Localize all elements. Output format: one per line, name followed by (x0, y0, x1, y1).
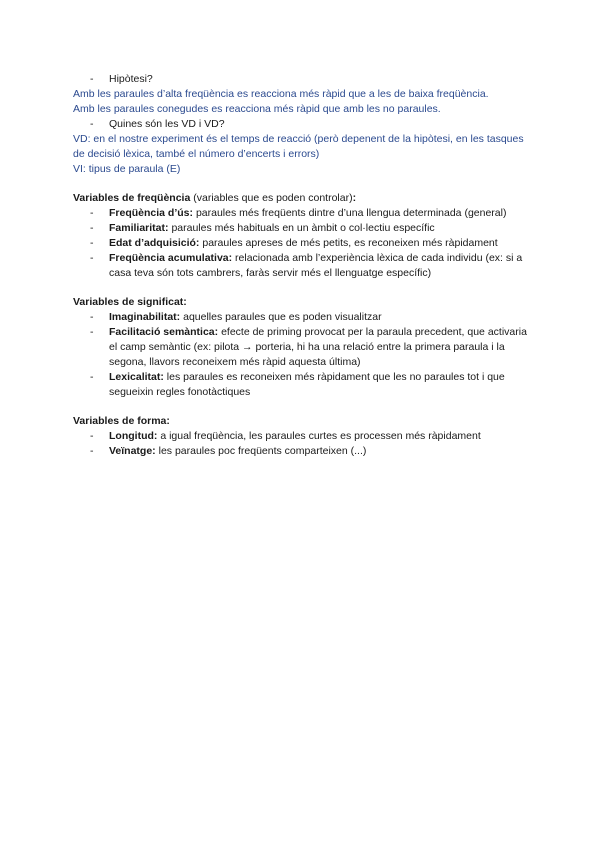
item-text: paraules més freqüents dintre d’una llengua determinada (general) (195, 207, 507, 219)
item-term: Longitud: (109, 430, 158, 442)
heading-subtitle: (variables que es poden controlar) (193, 192, 353, 204)
item-text: paraules més habituals en un àmbit o col·lectiu específic (171, 222, 435, 234)
item-term: Freqüència acumulativa: (109, 252, 233, 264)
item-term: Edat d’adquisició: (109, 237, 200, 249)
dash-bullet: - (90, 445, 94, 457)
item-text: paraules apreses de més petits, es reconeixen més ràpidament (202, 237, 498, 249)
dash-bullet: - (90, 207, 94, 219)
heading-colon: : (352, 192, 357, 204)
form-list (73, 429, 533, 459)
hypothesis-1: Amb les paraules d’alta freqüència es reacciona més ràpid que a les de baixa freqüència. (73, 88, 489, 100)
list-item (73, 310, 533, 325)
question-text: Hipòtesi? (109, 73, 153, 85)
item-text: les paraules es reconeixen més ràpidament que les no paraules tot i que segueixin regles fonotàctiques (109, 371, 505, 398)
list-item (73, 251, 533, 281)
hypothesis-2: Amb les paraules conegudes es reacciona més ràpid que amb les no paraules. (73, 103, 441, 115)
question-variables (73, 117, 533, 132)
meaning-heading: Variables de significat: (73, 296, 187, 308)
list-item (73, 444, 533, 459)
form-heading: Variables de forma: (73, 415, 170, 427)
item-term: Facilitació semàntica: (109, 326, 219, 338)
dash-bullet: - (90, 118, 94, 130)
list-item (73, 429, 533, 444)
item-text: a igual freqüència, les paraules curtes es processen més ràpidament (160, 430, 481, 442)
dash-bullet: - (90, 222, 94, 234)
dash-bullet: - (90, 371, 94, 383)
list-item (73, 370, 533, 400)
question-text: Quines són les VD i VD? (109, 118, 225, 130)
dash-bullet: - (90, 430, 94, 442)
item-text: relacionada amb l’experiència lèxica de cada individu (ex: si a casa teva són tots cambrers, faràs servir més el llenguatge específic) (109, 252, 523, 279)
list-item (73, 236, 533, 251)
dash-bullet: - (90, 237, 94, 249)
dash-bullet: - (90, 73, 94, 85)
question-hypothesis (73, 72, 533, 87)
meaning-list (73, 310, 533, 400)
item-text: efecte de priming provocat per la paraula precedent, que activaria el camp semàntic (ex: pilota → porteria, hi ha una relació entre la primera paraula i la segona, llavors reconeixem més ràpid aquesta última) (109, 326, 527, 368)
item-text: aquelles paraules que es poden visualitzar (183, 311, 382, 323)
list-item (73, 325, 533, 370)
dependent-variable-answer: VD: en el nostre experiment és el temps de reacció (però depenent de la hipòtesi, en les tasques de decisió lèxica, també el número d’encerts i errors) (73, 133, 524, 160)
frequency-heading (73, 191, 533, 206)
item-term: Freqüència d’ús: (109, 207, 194, 219)
heading-title: Variables de freqüència (73, 192, 191, 204)
dash-bullet: - (90, 326, 94, 338)
item-text: les paraules poc freqüents comparteixen (...) (158, 445, 367, 457)
item-term: Familiaritat: (109, 222, 169, 234)
dash-bullet: - (90, 311, 94, 323)
dash-bullet: - (90, 252, 94, 264)
item-term: Imaginabilitat: (109, 311, 181, 323)
list-item (73, 206, 533, 221)
item-term: Veïnatge: (109, 445, 156, 457)
frequency-list (73, 206, 533, 281)
item-term: Lexicalitat: (109, 371, 164, 383)
document-content (73, 72, 533, 459)
list-item (73, 221, 533, 236)
independent-variable-answer: VI: tipus de paraula (E) (73, 163, 181, 175)
